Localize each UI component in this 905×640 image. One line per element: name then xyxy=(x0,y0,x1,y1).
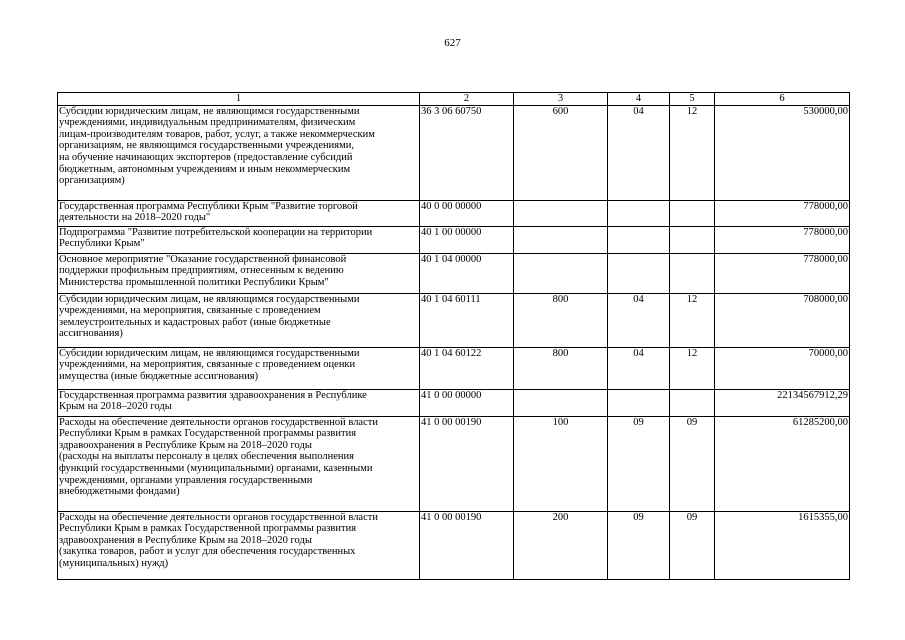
column-header-expense-type: 3 xyxy=(514,93,608,106)
row-name: Субсидии юридическим лицам, не являющимся государственными учреждениями, на мероприятия, связанные с проведением землеустроительных и кадастровых работ (иные бюджетные ассигнования) xyxy=(58,293,420,347)
column-header-section: 4 xyxy=(608,93,670,106)
column-header-name: 1 xyxy=(58,93,420,106)
row-expense-type: 600 xyxy=(514,105,608,200)
row-expense-type: 800 xyxy=(514,347,608,389)
row-subsection xyxy=(670,200,715,226)
column-header-code: 2 xyxy=(420,93,514,106)
row-name: Основное мероприятие "Оказание государственной финансовой поддержки профильным предприятиям, отнесенным к ведению Министерства промышленной политики Республики Крым" xyxy=(58,253,420,293)
row-code: 36 3 06 60750 xyxy=(420,105,514,200)
row-amount: 1615355,00 xyxy=(715,511,850,579)
row-amount: 778000,00 xyxy=(715,253,850,293)
row-amount: 778000,00 xyxy=(715,226,850,253)
row-expense-type xyxy=(514,226,608,253)
row-amount: 22134567912,29 xyxy=(715,389,850,416)
row-code: 40 1 04 00000 xyxy=(420,253,514,293)
row-section: 04 xyxy=(608,347,670,389)
column-header-amount: 6 xyxy=(715,93,850,106)
table-row xyxy=(58,253,850,293)
row-name: Подпрограмма "Развитие потребительской кооперации на территории Республики Крым" xyxy=(58,226,420,253)
table-row xyxy=(58,293,850,347)
row-amount: 70000,00 xyxy=(715,347,850,389)
row-code: 41 0 00 00190 xyxy=(420,511,514,579)
page-number: 627 xyxy=(444,37,461,49)
table-row xyxy=(58,226,850,253)
row-code: 40 1 04 60111 xyxy=(420,293,514,347)
budget-table xyxy=(57,92,850,580)
table-row xyxy=(58,511,850,579)
row-section: 09 xyxy=(608,416,670,511)
row-name: Расходы на обеспечение деятельности органов государственной власти Республики Крым в рамках Государственной программы развития здравоохранения в Республике Крым на 2018–2020 годы (закупка товаров, работ и услуг для обеспечения государственных (муниципальных) нужд) xyxy=(58,511,420,579)
row-amount: 708000,00 xyxy=(715,293,850,347)
header-row xyxy=(58,93,850,106)
row-name: Государственная программа Республики Крым "Развитие торговой деятельности на 2018–2020 годы" xyxy=(58,200,420,226)
row-subsection xyxy=(670,389,715,416)
row-name: Субсидии юридическим лицам, не являющимся государственными учреждениями, индивидуальным предпринимателям, физическим лицам-производителям товаров, работ, услуг, а также некоммерческим организациям, не являющимся государственными учреждениями, на обучение начинающих экспортеров (предоставление субсидий бюджетным, автономным учреждениям и иным некоммерческим организациям) xyxy=(58,105,420,200)
row-expense-type: 200 xyxy=(514,511,608,579)
row-expense-type xyxy=(514,253,608,293)
row-name: Государственная программа развития здравоохранения в Республике Крым на 2018–2020 годы xyxy=(58,389,420,416)
row-subsection: 12 xyxy=(670,105,715,200)
row-name: Субсидии юридическим лицам, не являющимся государственными учреждениями, на мероприятия, связанные с проведением оценки имущества (иные бюджетные ассигнования) xyxy=(58,347,420,389)
row-code: 41 0 00 00190 xyxy=(420,416,514,511)
row-section: 04 xyxy=(608,293,670,347)
row-subsection xyxy=(670,226,715,253)
row-amount: 530000,00 xyxy=(715,105,850,200)
row-amount: 778000,00 xyxy=(715,200,850,226)
row-expense-type: 100 xyxy=(514,416,608,511)
row-amount: 61285200,00 xyxy=(715,416,850,511)
row-section: 04 xyxy=(608,105,670,200)
row-name: Расходы на обеспечение деятельности органов государственной власти Республики Крым в рамках Государственной программы развития здравоохранения в Республике Крым на 2018–2020 годы (расходы на выплаты персоналу в целях обеспечения выполнения функций государственными (муниципальными) органами, казенными учреждениями, органами управления государственными внебюджетными фондами) xyxy=(58,416,420,511)
row-section xyxy=(608,253,670,293)
table-row xyxy=(58,347,850,389)
row-section xyxy=(608,200,670,226)
row-section xyxy=(608,226,670,253)
row-section: 09 xyxy=(608,511,670,579)
row-code: 41 0 00 00000 xyxy=(420,389,514,416)
row-subsection: 12 xyxy=(670,347,715,389)
row-section xyxy=(608,389,670,416)
table-row xyxy=(58,389,850,416)
row-subsection: 09 xyxy=(670,511,715,579)
row-code: 40 1 00 00000 xyxy=(420,226,514,253)
row-code: 40 1 04 60122 xyxy=(420,347,514,389)
table-row xyxy=(58,416,850,511)
table-row xyxy=(58,200,850,226)
row-expense-type: 800 xyxy=(514,293,608,347)
row-code: 40 0 00 00000 xyxy=(420,200,514,226)
row-subsection: 12 xyxy=(670,293,715,347)
column-header-subsection: 5 xyxy=(670,93,715,106)
row-expense-type xyxy=(514,389,608,416)
row-subsection: 09 xyxy=(670,416,715,511)
table-row xyxy=(58,105,850,200)
row-subsection xyxy=(670,253,715,293)
row-expense-type xyxy=(514,200,608,226)
